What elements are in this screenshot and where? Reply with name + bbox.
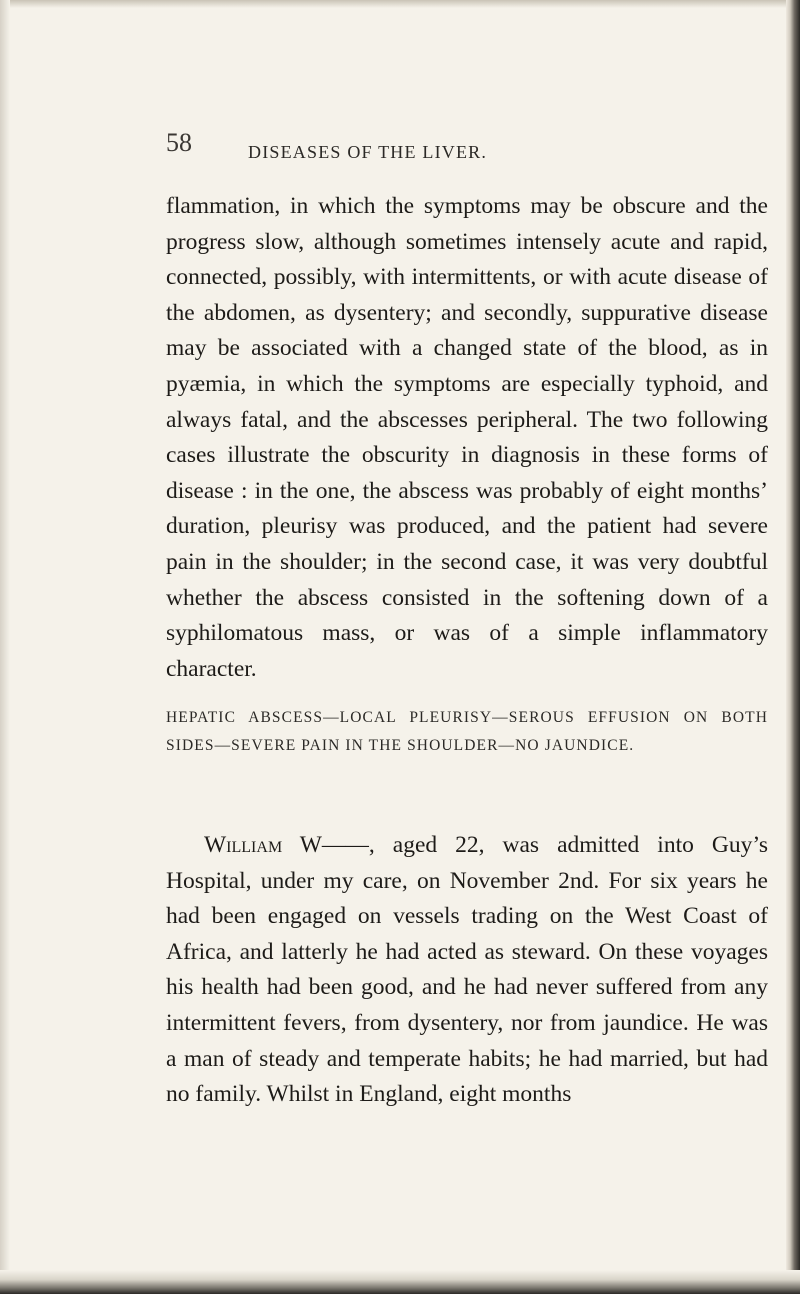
- page-left-shadow: [0, 0, 10, 1294]
- page-number: 58: [166, 128, 192, 157]
- patient-name: William W: [204, 832, 322, 858]
- body-paragraph-2: [166, 828, 768, 1113]
- case-heading: HEPATIC ABSCESS—LOCAL PLEURISY—SEROUS EFFUSION ON BOTH SIDES—SEVERE PAIN IN THE SHOULDER—NO JAUNDICE.: [166, 709, 768, 754]
- page-bottom-edge: [0, 1270, 800, 1294]
- page-top-shadow: [0, 0, 800, 8]
- page-right-edge: [786, 0, 800, 1294]
- body-paragraph-1: flammation, in which the symptoms may be obscure and the progress slow, although sometimes intensely acute and rapid, connected, possibly, with intermittents, or with acute disease of the abdomen, as dysentery; and secondly, suppurative disease may be associated with a changed state of the blood, as in pyæmia, in which the symptoms are especially typhoid, and always fatal, and the abscesses peripheral. The two following cases illustrate the obscurity in diagnosis in these forms of disease : in the one, the abscess was probably of eight months’ duration, pleurisy was produced, and the patient had severe pain in the shoulder; in the second case, it was very doubtful whether the abscess consisted in the softening down of a syphilomatous mass, or was of a simple inflammatory character.: [166, 193, 768, 682]
- running-head: DISEASES OF THE LIVER.: [248, 142, 488, 162]
- body-paragraph-2-text: ——, aged 22, was admitted into Guy’s Hospital, under my care, on November 2nd. For six years he had been engaged on vessels trading on the West Coast of Africa, and latterly he had acted as steward. On these voyages his health had been good, and he had never suffered from any intermittent fevers, from dysentery, nor from jaundice. He was a man of steady and temperate habits; he had married, but had no family. Whilst in England, eight months: [166, 832, 768, 1108]
